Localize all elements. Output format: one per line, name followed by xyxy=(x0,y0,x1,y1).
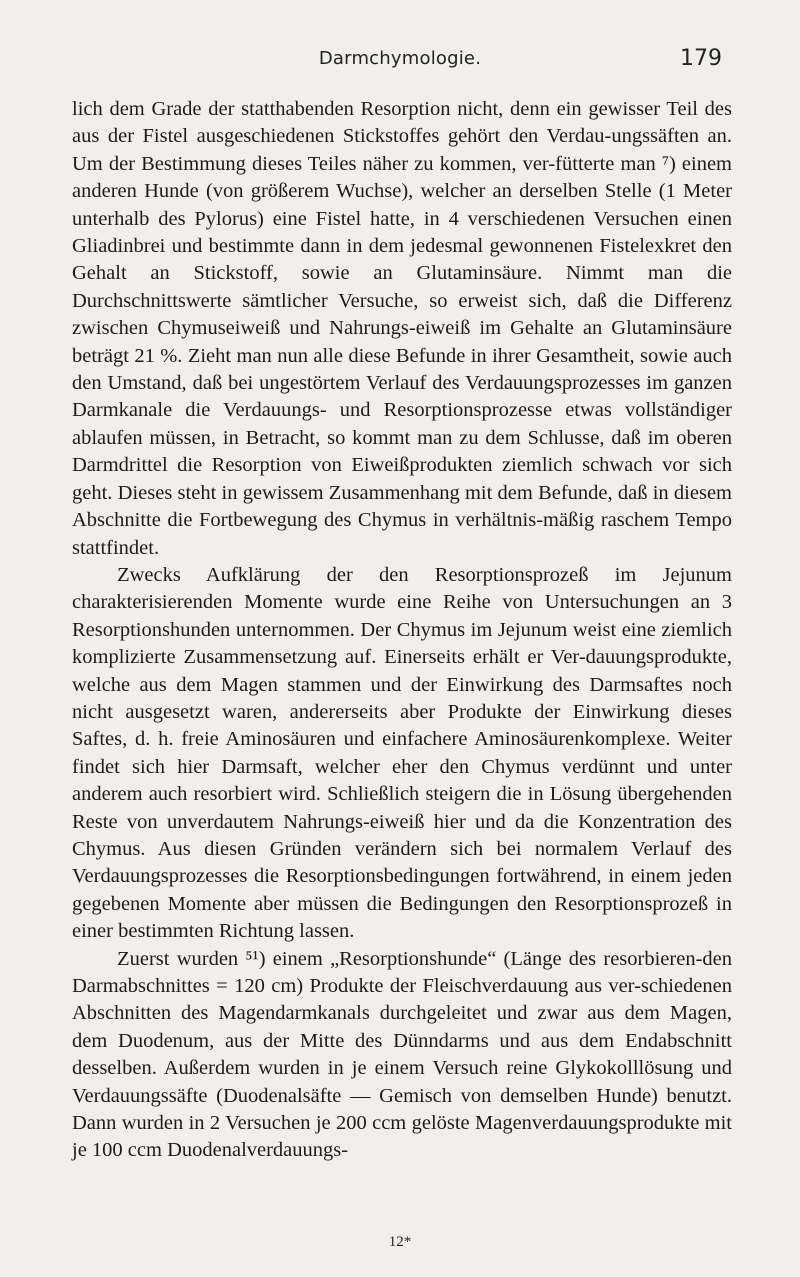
paragraph-2: Zwecks Aufklärung der den Resorptionsprozeß im Jejunum charakterisierenden Momente wurde eine Reihe von Untersuchungen an 3 Resorptionshunden unternommen. Der Chymus im Jejunum weist eine ziemlich komplizierte Zusammensetzung auf. Einerseits erhält er Ver-dauungsprodukte, welche aus dem Magen stammen und der Einwirkung des Darmsaftes noch nicht ausgesetzt waren, andererseits aber Produkte der Einwirkung dieses Saftes, d. h. freie Aminosäuren und einfachere Aminosäurenkomplexe. Weiter findet sich hier Darmsaft, welcher eher den Chymus verdünnt und unter anderem auch resorbiert wird. Schließlich steigern die in Lösung übergehenden Reste von unverdautem Nahrungs-eiweiß hier und da die Konzentration des Chymus. Aus diesen Gründen verändern sich bei normalem Verlauf des Verdauungsprozesses die Resorptionsbedingungen fortwährend, in einem jeden gegebenen Momente aber müssen die Bedingungen den Resorptionsprozeß in einer bestimmten Richtung lassen. xyxy=(72,563,732,943)
running-title: Darmchymologie. xyxy=(318,48,482,69)
paragraph-1: lich dem Grade der statthabenden Resorption nicht, denn ein gewisser Teil des aus der Fistel ausgeschiedenen Stickstoffes gehört den Verdau-ungssäften an. Um der Bestimmung dieses Teiles näher zu kommen, ver-fütterte man ⁷) einem anderen Hunde (von größerem Wuchse), welcher an derselben Stelle (1 Meter unterhalb des Pylorus) eine Fistel hatte, in 4 verschiedenen Versuchen einen Gliadinbrei und bestimmte dann in dem jedesmal gewonnenen Fistelexkret den Gehalt an Stickstoff, sowie an Glutaminsäure. Nimmt man die Durchschnittswerte sämtlicher Versuche, so erweist sich, daß die Differenz zwischen Chymuseiweiß und Nahrungs-eiweiß im Gehalte an Glutaminsäure beträgt 21 %. Zieht man nun alle diese Befunde in ihrer Gesamtheit, sowie auch den Umstand, daß bei ungestörtem Verlauf des Verdauungsprozesses im ganzen Darmkanale die Verdauungs- und Resorptionsprozesse etwas vollständiger ablaufen müssen, in Betracht, so kommt man zu dem Schlusse, daß im oberen Darmdrittel die Resorption von Eiweißprodukten ziemlich schwach vor sich geht. Dieses steht in gewissem Zusammenhang mit dem Befunde, daß in diesem Abschnitte die Fortbewegung des Chymus in verhältnis-mäßig raschem Tempo stattfindet. xyxy=(72,98,732,559)
page-number: 179 xyxy=(680,46,722,71)
body-text xyxy=(72,96,732,1165)
printer-signature: 12* xyxy=(388,1234,412,1250)
paragraph-3: Zuerst wurden ⁵¹) einem „Resorptionshunde“ (Länge des resorbieren-den Darmabschnittes = 120 cm) Produkte der Fleischverdauung aus ver-schiedenen Abschnitten des Magendarmkanals durchgeleitet und zwar aus dem Magen, dem Duodenum, aus der Mitte des Dünndarms und aus dem Endabschnitt desselben. Außerdem wurden in je einem Versuch reine Glykokolllösung und Verdauungssäfte (Duodenalsäfte — Gemisch von demselben Hunde) benutzt. Dann wurden in 2 Versuchen je 200 ccm gelöste Magenverdauungsprodukte mit je 100 ccm Duodenalverdauungs- xyxy=(72,947,732,1162)
running-head xyxy=(0,46,800,76)
